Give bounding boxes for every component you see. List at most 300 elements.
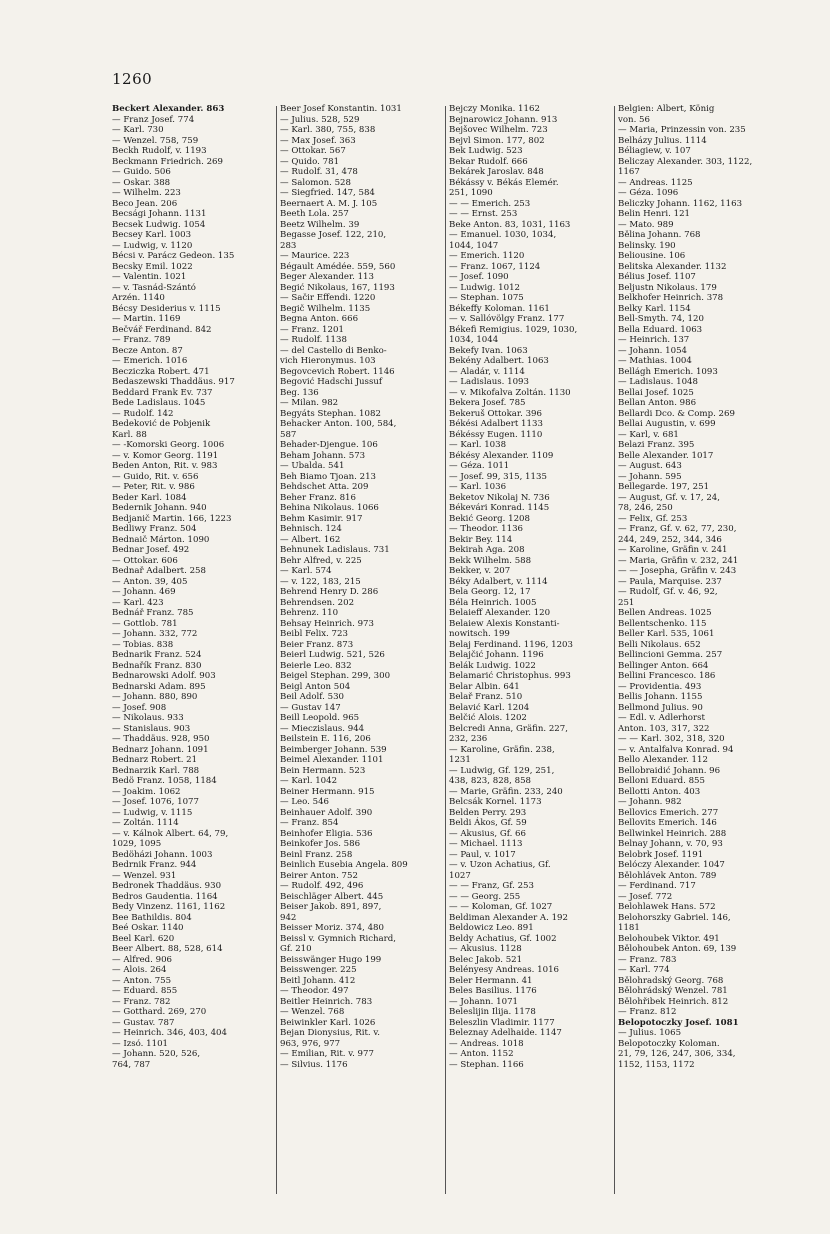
index-entry: Behsay Heinrich. 973 bbox=[280, 618, 374, 629]
index-entry: Belényesy Andreas. 1016 bbox=[449, 965, 560, 975]
index-entry: Bellai Josef. 1025 bbox=[618, 387, 694, 398]
index-entry: Beckh Rudolf, v. 1193 bbox=[112, 146, 207, 156]
index-entry: — Thaddäus. 928, 950 bbox=[112, 734, 210, 744]
index-entry: — Mathias. 1004 bbox=[618, 356, 692, 366]
index-entry: Bellwinkel Heinrich. 288 bbox=[618, 828, 727, 839]
index-entry: Bekárek Jaroslav. 848 bbox=[449, 167, 544, 177]
index-entry: Belházy Julius. 1114 bbox=[618, 135, 707, 146]
index-entry: Beinlich Eusebia Angela. 809 bbox=[280, 860, 408, 870]
index-entry: Belgien: Albert, König bbox=[618, 104, 715, 114]
index-entry: — Karl. 423 bbox=[112, 597, 164, 608]
index-entry: — Johann. 595 bbox=[618, 471, 682, 482]
index-entry: Bellan Anton. 986 bbox=[618, 398, 697, 408]
index-entry: Belaiew Alexis Konstanti- bbox=[449, 618, 560, 629]
index-entry: Belky Karl. 1154 bbox=[618, 303, 691, 314]
index-entry: Beder Karl. 1084 bbox=[112, 492, 187, 503]
index-entry: Bellincioni Gemma. 257 bbox=[618, 650, 723, 660]
index-entry: Behr Alfred, v. 225 bbox=[280, 555, 362, 566]
index-entry: — Karl. 1042 bbox=[280, 776, 338, 786]
index-entry: — Michael. 1113 bbox=[449, 839, 523, 849]
index-entry: — Franz Josef. 774 bbox=[112, 114, 195, 125]
index-entry: 244, 249, 252, 344, 346 bbox=[618, 534, 722, 545]
index-entry: Bégault Amédée. 559, 560 bbox=[280, 261, 396, 272]
index-entry: Bedö Franz. 1058, 1184 bbox=[112, 776, 217, 786]
index-entry: Békevári Konrad. 1145 bbox=[449, 503, 550, 513]
index-entry: Bednarski Adam. 895 bbox=[112, 681, 206, 692]
index-entry: Belar Albin. 641 bbox=[449, 681, 520, 692]
index-entry: — Salomon. 528 bbox=[280, 177, 351, 188]
index-entry: Bekeruš Ottokar. 396 bbox=[449, 408, 542, 419]
index-entry: — Anton. 39, 405 bbox=[112, 576, 188, 587]
index-entry: Bělina Johann. 768 bbox=[618, 230, 701, 240]
index-entry: — Ottokar. 606 bbox=[112, 555, 178, 566]
index-entry: 963, 976, 977 bbox=[280, 1038, 341, 1049]
index-entry: Bělohradský Georg. 768 bbox=[618, 975, 724, 986]
index-entry: — August. 643 bbox=[618, 461, 682, 471]
index-entry: — Ludwig, v. 1115 bbox=[112, 807, 193, 818]
index-entry: Beler Hermann. 41 bbox=[449, 975, 533, 986]
index-entry: 1152, 1153, 1172 bbox=[618, 1059, 695, 1070]
index-entry: — Nikolaus. 933 bbox=[112, 713, 184, 723]
index-entry: — Quido. 781 bbox=[280, 156, 340, 167]
index-entry: Gf. 210 bbox=[280, 944, 312, 954]
index-entry: — Gotthard. 269, 270 bbox=[112, 1007, 207, 1017]
index-entry: Bednař Adalbert. 258 bbox=[112, 566, 206, 576]
index-entry: — Johann. 880, 890 bbox=[112, 692, 198, 702]
index-entry: Belinsky. 190 bbox=[618, 240, 676, 251]
index-entry: — Guido, Rit. v. 656 bbox=[112, 471, 199, 482]
index-entry: Belcredi Anna, Gräfin. 227, bbox=[449, 723, 568, 734]
index-entry: Békési Adalbert 1133 bbox=[449, 419, 543, 429]
index-entry: Beisswänger Hugo 199 bbox=[280, 954, 382, 965]
index-entry: — Paula, Marquise. 237 bbox=[618, 576, 722, 587]
index-entry: Beljustn Nikolaus. 179 bbox=[618, 282, 717, 293]
index-entry: Bedernik Johann. 940 bbox=[112, 503, 207, 513]
index-entry: — Gustav 147 bbox=[280, 702, 341, 713]
index-entry: Bednarik Franz. 524 bbox=[112, 650, 202, 660]
index-entry: Beibl Felix. 723 bbox=[280, 629, 348, 639]
index-entry: Bekić Georg. 1208 bbox=[449, 513, 530, 524]
index-entry: — Ubalda. 541 bbox=[280, 461, 345, 471]
index-entry: — Akusius. 1128 bbox=[449, 944, 522, 954]
index-entry: Békésy Alexander. 1109 bbox=[449, 450, 554, 461]
index-entry: — Heinrich. 137 bbox=[618, 335, 690, 345]
index-entry: Belin Henri. 121 bbox=[618, 209, 691, 219]
index-entry: Behrendsen. 202 bbox=[280, 597, 355, 608]
index-entry: Bede Ladislaus. 1045 bbox=[112, 398, 206, 408]
index-entry: — Gottlob. 781 bbox=[112, 618, 178, 629]
index-entry: 1181 bbox=[618, 923, 640, 933]
index-entry: — Julius. 528, 529 bbox=[280, 114, 360, 125]
index-entry: — Ludwig. 1012 bbox=[449, 282, 521, 293]
index-entry: 1034, 1044 bbox=[449, 335, 499, 345]
index-entry: 1167 bbox=[618, 167, 640, 177]
index-entry: Beigel Stephan. 299, 300 bbox=[280, 671, 391, 681]
index-entry: Begasse Josef. 122, 210, bbox=[280, 230, 387, 240]
index-entry: Beger Alexander. 113 bbox=[280, 272, 374, 282]
index-entry: Bélius Josef. 1107 bbox=[618, 272, 696, 282]
index-entry: Anton. 103, 317, 322 bbox=[618, 723, 710, 734]
index-entry: — v. Kálnok Albert. 64, 79, bbox=[112, 828, 229, 839]
index-entry: — — Josepha, Gräfin v. 243 bbox=[618, 566, 737, 576]
index-entry: Behdschet Atta. 209 bbox=[280, 482, 369, 492]
index-entry: — Paul, v. 1017 bbox=[449, 849, 516, 860]
index-entry: Belajčić Johann. 1196 bbox=[449, 650, 544, 660]
index-entry: Bělohlávek Anton. 789 bbox=[618, 870, 717, 881]
index-entry: Bedronek Thaddäus. 930 bbox=[112, 881, 222, 891]
index-entry: 942 bbox=[280, 912, 297, 923]
index-entry: 251 bbox=[618, 597, 635, 608]
index-entry: — Wenzel. 758, 759 bbox=[112, 135, 199, 146]
index-entry: Bécsy Desiderius v. 1115 bbox=[112, 303, 221, 314]
index-entry: — Johann. 469 bbox=[112, 587, 176, 597]
index-column-1 bbox=[112, 104, 274, 1199]
index-entry: Bekera Josef. 785 bbox=[449, 398, 526, 408]
index-entry: — Marie, Gräfin. 233, 240 bbox=[449, 786, 563, 797]
index-entry: Bein Hermann. 523 bbox=[280, 765, 366, 776]
index-entry: Bello Alexander. 112 bbox=[618, 755, 708, 765]
index-entry: — Wilhelm. 223 bbox=[112, 188, 181, 198]
index-entry: Bělohrádský Wenzel. 781 bbox=[618, 986, 728, 996]
index-entry: — Zoltán. 1114 bbox=[112, 818, 179, 828]
index-entry: nowitsch. 199 bbox=[449, 629, 510, 639]
index-entry: Beil Adolf. 530 bbox=[280, 692, 344, 702]
index-entry: Belavić Karl. 1204 bbox=[449, 702, 530, 713]
index-entry: — Franz. 1067, 1124 bbox=[449, 261, 541, 272]
index-entry: Beldiman Alexander A. 192 bbox=[449, 912, 568, 923]
index-entry: — v. 122, 183, 215 bbox=[280, 576, 361, 587]
index-entry: — Karl. 774 bbox=[618, 965, 670, 975]
index-entry: — Milan. 982 bbox=[280, 398, 339, 408]
index-entry: Bejan Dionysius, Rit. v. bbox=[280, 1028, 380, 1038]
index-entry: Belopotoczky Koloman. bbox=[618, 1038, 720, 1049]
index-entry: Bell-Smyth. 74, 120 bbox=[618, 314, 704, 324]
index-entry: — Tobias. 838 bbox=[112, 639, 174, 650]
index-entry: — Felix, Gf. 253 bbox=[618, 513, 688, 524]
index-entry: Bekefy Ivan. 1063 bbox=[449, 345, 528, 356]
index-entry: — Theodor. 1136 bbox=[449, 524, 524, 534]
index-entry: Bělohoubek Anton. 69, 139 bbox=[618, 944, 737, 954]
index-entry: Bellis Johann. 1155 bbox=[618, 692, 703, 702]
index-entry: 1231 bbox=[449, 755, 471, 765]
index-entry: 1044, 1047 bbox=[449, 240, 499, 251]
index-entry: Bečvář Ferdinand. 842 bbox=[112, 324, 212, 335]
index-entry: Beitl Johann. 412 bbox=[280, 975, 356, 986]
index-entry: — Oskar. 388 bbox=[112, 177, 171, 188]
index-entry: Bella Eduard. 1063 bbox=[618, 324, 703, 335]
index-entry: Beg. 136 bbox=[280, 387, 319, 398]
index-entry: — — Koloman, Gf. 1027 bbox=[449, 902, 553, 912]
index-entry: Bednarz Robert. 21 bbox=[112, 755, 198, 765]
index-entry: — Karoline, Gräfin. 238, bbox=[449, 744, 555, 755]
index-entry: Bejczy Monika. 1162 bbox=[449, 104, 540, 114]
index-entry: Beliousine. 106 bbox=[618, 251, 686, 261]
index-entry: — Alfred. 906 bbox=[112, 954, 173, 965]
index-entry: Beiwinkler Karl. 1026 bbox=[280, 1017, 376, 1028]
index-entry: Beel Karl. 620 bbox=[112, 933, 175, 944]
index-entry: — Ferdinand. 717 bbox=[618, 881, 696, 891]
index-entry: Belle Alexander. 1017 bbox=[618, 450, 714, 461]
index-entry: — Johann. 1054 bbox=[618, 345, 688, 356]
index-entry: — Providentia. 493 bbox=[618, 681, 702, 692]
index-entry: — Emerich. 1016 bbox=[112, 356, 188, 366]
index-entry: Bellotti Anton. 403 bbox=[618, 786, 701, 797]
index-entry: Beleznay Adelhaide. 1147 bbox=[449, 1028, 562, 1038]
index-entry: von. 56 bbox=[618, 114, 650, 125]
index-entry: Bedjanič Martin. 166, 1223 bbox=[112, 513, 232, 524]
index-entry: 438, 823, 828, 858 bbox=[449, 776, 532, 786]
index-entry: Bellinger Anton. 664 bbox=[618, 660, 709, 671]
index-entry: — Anton. 755 bbox=[112, 975, 172, 986]
index-entry: Beigl Anton 504 bbox=[280, 681, 351, 692]
column-divider bbox=[614, 106, 615, 1194]
index-entry: — Maria, Gräfin v. 232, 241 bbox=[618, 555, 739, 566]
index-entry: — Maurice. 223 bbox=[280, 251, 350, 261]
index-entry: Beierl Ludwig. 521, 526 bbox=[280, 650, 385, 660]
index-entry: Belaj Ferdinand. 1196, 1203 bbox=[449, 639, 573, 650]
index-entry: — Karl. 1036 bbox=[449, 482, 507, 492]
index-entry: — Franz. 1201 bbox=[280, 324, 344, 335]
index-entry: — v. Komor Georg. 1191 bbox=[112, 450, 219, 461]
index-entry: Becsági Johann. 1131 bbox=[112, 209, 207, 219]
index-entry: Belaieff Alexander. 120 bbox=[449, 608, 551, 618]
index-entry: Bedy Vinzenz. 1161, 1162 bbox=[112, 902, 226, 912]
index-entry: — Karoline, Gräfin v. 241 bbox=[618, 545, 728, 555]
index-entry: Belák Ludwig. 1022 bbox=[449, 660, 536, 671]
index-entry: Behrenz. 110 bbox=[280, 608, 339, 618]
index-entry: Bejšovec Wilhelm. 723 bbox=[449, 125, 548, 135]
index-entry: — Rudolf. 492, 496 bbox=[280, 881, 364, 891]
index-entry: Beill Leopold. 965 bbox=[280, 713, 360, 723]
index-entry: Bellentschenko. 115 bbox=[618, 618, 707, 629]
index-entry: Belec Jakob. 521 bbox=[449, 954, 523, 965]
index-entry: Beisser Moriz. 374, 480 bbox=[280, 923, 384, 933]
index-entry: Begović Hadschi Jussuf bbox=[280, 377, 383, 387]
index-entry: Belnay Johann, v. 70, 93 bbox=[618, 839, 723, 849]
index-entry: Beldi Ákos, Gf. 59 bbox=[449, 818, 527, 828]
index-entry: — v. Antalfalva Konrad. 94 bbox=[618, 744, 734, 755]
index-entry: — Karl. 730 bbox=[112, 125, 164, 135]
index-entry: — Martin. 1169 bbox=[112, 314, 181, 324]
index-entry: Bedliwy Franz. 504 bbox=[112, 524, 197, 534]
index-entry: — Géza. 1011 bbox=[449, 461, 510, 471]
index-entry: — Silvius. 1176 bbox=[280, 1059, 348, 1070]
index-entry: Becsek Ludwig. 1054 bbox=[112, 219, 206, 230]
index-entry: — Josef. 908 bbox=[112, 702, 167, 713]
column-divider bbox=[445, 106, 446, 1194]
index-entry: — Ludwig, Gf. 129, 251, bbox=[449, 765, 555, 776]
index-entry: 1027 bbox=[449, 870, 471, 881]
index-entry: Belkhofer Heinrich. 378 bbox=[618, 293, 724, 303]
index-entry: — Mieczislaus. 944 bbox=[280, 723, 365, 734]
index-entry: Beckert Alexander. 863 bbox=[112, 104, 225, 114]
page-number: 1260 bbox=[112, 70, 153, 88]
index-entry: Belčić Alois. 1202 bbox=[449, 713, 527, 723]
index-entry: — Franz. 782 bbox=[112, 996, 171, 1007]
index-entry: — — Karl. 302, 318, 320 bbox=[618, 734, 725, 744]
index-entry: Beh Biamo Tjoan. 213 bbox=[280, 471, 377, 482]
index-entry: Bellovics Emerich. 277 bbox=[618, 807, 719, 818]
index-entry: — Akusius, Gf. 66 bbox=[449, 828, 526, 839]
index-entry: Békássy v. Békás Elemér. bbox=[449, 177, 559, 188]
index-entry: Beinhofer Eligia. 536 bbox=[280, 828, 373, 839]
index-entry: Bellini Francesco. 186 bbox=[618, 671, 716, 681]
index-entry: — Anton. 1152 bbox=[449, 1049, 514, 1059]
index-entry: Bejnarowicz Johann. 913 bbox=[449, 114, 558, 125]
index-entry: Bekir Bey. 114 bbox=[449, 534, 513, 545]
index-entry: — Heinrich. 346, 403, 404 bbox=[112, 1028, 227, 1038]
index-entry: — Josef. 772 bbox=[618, 891, 673, 902]
index-entry: Belli Nikolaus. 652 bbox=[618, 639, 701, 650]
index-entry: — Eduard. 855 bbox=[112, 986, 178, 996]
index-entry: — — Georg. 255 bbox=[449, 891, 521, 902]
index-entry: — v. Tasnád-Szántó bbox=[112, 282, 196, 293]
index-entry: Bedeković de Pobjenik bbox=[112, 419, 211, 429]
index-entry: Bek Ludwig. 523 bbox=[449, 146, 523, 156]
index-entry: Bellmond Julius. 90 bbox=[618, 702, 703, 713]
index-entry: Behina Nikolaus. 1066 bbox=[280, 503, 379, 513]
index-entry: Bednaič Márton. 1090 bbox=[112, 534, 210, 545]
index-entry: Bekirah Aga. 208 bbox=[449, 545, 525, 555]
index-entry: — — Emerich. 253 bbox=[449, 198, 531, 209]
index-entry: — Peter, Rit. v. 986 bbox=[112, 482, 195, 492]
index-entry: Bellágh Emerich. 1093 bbox=[618, 366, 718, 377]
index-entry: Belcsák Kornel. 1173 bbox=[449, 797, 542, 807]
index-entry: Bednařík Franz. 830 bbox=[112, 660, 202, 671]
index-entry: — August, Gf. v. 17, 24, bbox=[618, 492, 720, 503]
index-entry: Beimel Alexander. 1101 bbox=[280, 755, 384, 765]
index-entry: Begič Wilhelm. 1135 bbox=[280, 303, 371, 314]
index-entry: Bedrnik Franz. 944 bbox=[112, 860, 197, 870]
index-entry: — Franz. 789 bbox=[112, 335, 171, 345]
index-entry: Beliczay Alexander. 303, 1122, bbox=[618, 156, 753, 167]
column-divider bbox=[276, 106, 277, 1194]
index-entry: Beernaert A. M. J. 105 bbox=[280, 198, 378, 209]
index-entry: Bednarz Johann. 1091 bbox=[112, 744, 209, 755]
index-entry: — — Ernst. 253 bbox=[449, 209, 518, 219]
index-entry: Bekk Wilhelm. 588 bbox=[449, 555, 532, 566]
index-entry: Becze Anton. 87 bbox=[112, 345, 183, 356]
index-entry: 78, 246, 250 bbox=[618, 503, 673, 513]
index-entry: — Johann. 982 bbox=[618, 797, 682, 807]
index-entry: Bécsi v. Parácz Gedeon. 135 bbox=[112, 251, 235, 261]
index-entry: — Stanislaus. 903 bbox=[112, 723, 191, 734]
index-entry: — Gustav. 787 bbox=[112, 1017, 175, 1028]
index-entry: — Stephan. 1166 bbox=[449, 1059, 524, 1070]
index-entry: Behnunek Ladislaus. 731 bbox=[280, 545, 390, 555]
index-entry: Belař Franz. 510 bbox=[449, 692, 523, 702]
index-entry: Békefi Remigius. 1029, 1030, bbox=[449, 324, 578, 335]
index-entry: Bellegarde. 197, 251 bbox=[618, 482, 710, 492]
index-entry: — Franz. 854 bbox=[280, 818, 339, 828]
index-entry: Beinhauer Adolf. 390 bbox=[280, 807, 373, 818]
index-entry: — Emilian, Rit. v. 977 bbox=[280, 1049, 374, 1059]
index-entry: Belohorszky Gabriel. 146, bbox=[618, 912, 731, 923]
index-entry: — Leo. 546 bbox=[280, 797, 330, 807]
index-entry: Beer Josef Konstantin. 1031 bbox=[280, 104, 402, 114]
index-entry: Becziczka Robert. 471 bbox=[112, 366, 210, 377]
index-entry: Beliczky Johann. 1162, 1163 bbox=[618, 198, 743, 209]
index-entry: 587 bbox=[280, 429, 297, 440]
index-entry: Belobrk Josef. 1191 bbox=[618, 849, 704, 860]
index-entry: 283 bbox=[280, 240, 297, 251]
index-entry: 1029, 1095 bbox=[112, 839, 162, 849]
index-entry: Begić Nikolaus, 167, 1193 bbox=[280, 282, 395, 293]
index-entry: Becsky Emil. 1022 bbox=[112, 261, 193, 272]
index-entry: — Ludwig, v. 1120 bbox=[112, 240, 193, 251]
index-entry: — Karl. 1038 bbox=[449, 440, 507, 450]
index-entry: — Karl. 574 bbox=[280, 566, 332, 576]
index-entry: Bekker, v. 207 bbox=[449, 566, 511, 576]
index-entry: — Siegfried. 147, 584 bbox=[280, 188, 375, 198]
index-entry: — Ottokar. 567 bbox=[280, 146, 346, 156]
index-entry: — Johann. 520, 526, bbox=[112, 1049, 201, 1059]
index-entry: — Izsó. 1101 bbox=[112, 1038, 169, 1049]
index-entry: — Franz, Gf. v. 62, 77, 230, bbox=[618, 524, 737, 534]
index-entry: — Ladislaus. 1093 bbox=[449, 377, 529, 387]
index-entry: Béliagiew, v. 107 bbox=[618, 146, 691, 156]
index-entry: — Géza. 1096 bbox=[618, 188, 679, 198]
index-entry: Belloni Eduard. 855 bbox=[618, 776, 705, 786]
index-entry: Beles Basilius. 1176 bbox=[449, 986, 537, 996]
index-entry: Bellovits Emerich. 146 bbox=[618, 818, 717, 828]
index-entry: vich Hieronymus. 103 bbox=[280, 356, 376, 366]
index-entry: — Karl. 380, 755, 838 bbox=[280, 125, 376, 135]
index-entry: — Andreas. 1018 bbox=[449, 1038, 524, 1049]
index-entry: Bellen Andreas. 1025 bbox=[618, 608, 712, 618]
index-entry: Belopotoczky Josef. 1081 bbox=[618, 1017, 739, 1028]
index-entry: Beissl v. Gymnich Richard, bbox=[280, 933, 397, 944]
index-entry: — Josef. 99, 315, 1135 bbox=[449, 471, 547, 482]
index-entry: — Rudolf. 142 bbox=[112, 408, 174, 419]
index-entry: Bee Bathildis. 804 bbox=[112, 912, 192, 923]
index-entry: Beitler Heinrich. 783 bbox=[280, 996, 373, 1007]
index-entry: — v. Mikofalva Zoltán. 1130 bbox=[449, 387, 571, 398]
index-entry: Bellobraidić Johann. 96 bbox=[618, 765, 721, 776]
index-entry: Karl. 88 bbox=[112, 429, 147, 440]
index-entry: Bednarowski Adolf. 903 bbox=[112, 671, 216, 681]
index-entry: Beller Karl. 535, 1061 bbox=[618, 629, 715, 639]
index-entry: Beddard Frank Ev. 737 bbox=[112, 387, 213, 398]
index-entry: Behrend Henry D. 286 bbox=[280, 587, 379, 597]
index-entry: Beeth Lola. 257 bbox=[280, 209, 349, 219]
index-entry: Behacker Anton. 100, 584, bbox=[280, 419, 397, 429]
index-entry: — Andreas. 1125 bbox=[618, 177, 693, 188]
index-entry: — Sačir Effendi. 1220 bbox=[280, 293, 376, 303]
index-entry: Belitska Alexander. 1132 bbox=[618, 261, 727, 272]
index-entry: — Wenzel. 931 bbox=[112, 870, 177, 881]
index-entry: Beckmann Friedrich. 269 bbox=[112, 156, 223, 167]
index-column-4 bbox=[618, 104, 778, 1199]
index-entry: Béky Adalbert, v. 1114 bbox=[449, 576, 548, 587]
index-entry: — Joakim. 1062 bbox=[112, 786, 181, 797]
index-entry: — Johann. 1071 bbox=[449, 996, 519, 1007]
index-entry: Bellardi Dco. & Comp. 269 bbox=[618, 408, 735, 419]
index-entry: Beher Franz. 816 bbox=[280, 492, 356, 503]
index-entry: — -Komorski Georg. 1006 bbox=[112, 440, 225, 450]
index-entry: — Ladislaus. 1048 bbox=[618, 377, 698, 387]
index-entry: — Rudolf. 1138 bbox=[280, 335, 347, 345]
index-entry: Belden Perry. 293 bbox=[449, 807, 527, 818]
index-entry: — Rudolf, Gf. v. 46, 92, bbox=[618, 587, 718, 597]
index-entry: Begyáts Stephan. 1082 bbox=[280, 408, 381, 419]
index-entry: Békéssy Eugen. 1110 bbox=[449, 429, 543, 440]
index-entry: Bednar Josef. 492 bbox=[112, 545, 190, 555]
index-entry: Beleslijin Ilija. 1178 bbox=[449, 1007, 536, 1017]
index-entry: Bedros Gaudentia. 1164 bbox=[112, 891, 218, 902]
index-entry: — Edl. v. Adlerhorst bbox=[618, 713, 705, 723]
index-entry: Beldy Achatius, Gf. 1002 bbox=[449, 933, 557, 944]
